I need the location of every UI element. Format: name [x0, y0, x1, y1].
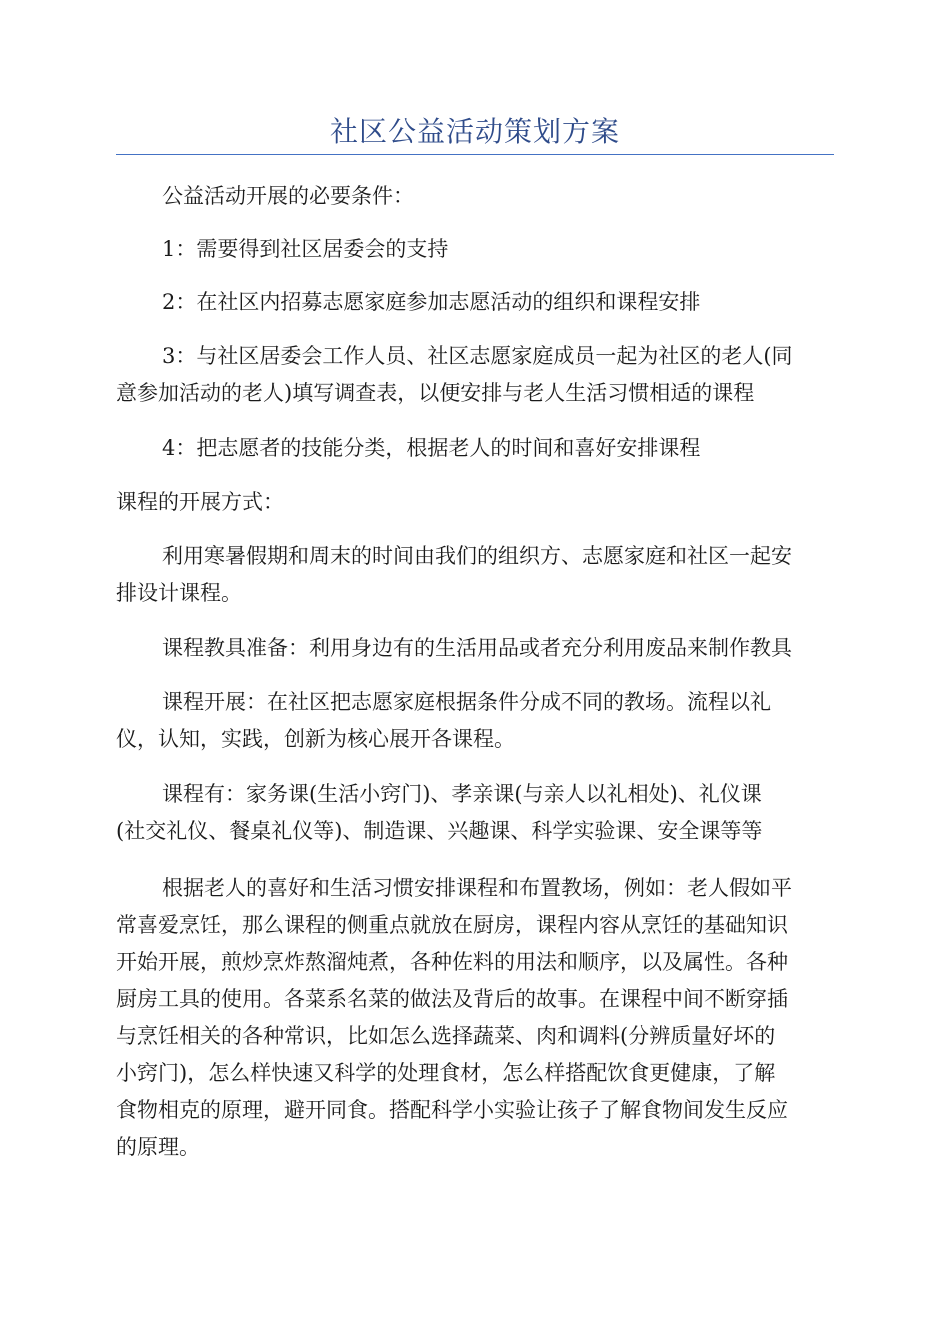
text-line: 利用寒暑假期和周末的时间由我们的组织方、志愿家庭和社区一起安	[162, 544, 792, 568]
paragraph-conditions-heading	[116, 178, 834, 215]
text-line: 仪，认知，实践，创新为核心展开各课程。	[116, 727, 515, 751]
text-line: 排设计课程。	[116, 581, 242, 605]
text-line: 课程开展：在社区把志愿家庭根据条件分成不同的教场。流程以礼	[162, 690, 771, 714]
text-line: 2：在社区内招募志愿家庭参加志愿活动的组织和课程安排	[162, 290, 701, 314]
text-line: 与烹饪相关的各种常识，比如怎么选择蔬菜、肉和调料(分辨质量好坏的	[116, 1024, 776, 1048]
text-line: 4：把志愿者的技能分类，根据老人的时间和喜好安排课程	[162, 436, 701, 460]
paragraph-teaching-aids	[116, 630, 834, 667]
paragraph-condition-1	[116, 231, 834, 268]
paragraph-course-list	[116, 776, 834, 850]
text-line: 3：与社区居委会工作人员、社区志愿家庭成员一起为社区的老人(同	[162, 344, 793, 368]
text-line: 意参加活动的老人)填写调查表，以便安排与老人生活习惯相适的课程	[116, 381, 755, 405]
title-underline	[116, 154, 834, 155]
paragraph-condition-2	[116, 284, 834, 321]
text-line: 开始开展，煎炒烹炸熬溜炖煮，各种佐料的用法和顺序，以及属性。各种	[116, 950, 788, 974]
paragraph-condition-3	[116, 338, 834, 412]
text-line: 根据老人的喜好和生活习惯安排课程和布置教场，例如：老人假如平	[162, 876, 792, 900]
paragraph-course-schedule	[116, 538, 834, 612]
text-line: 公益活动开展的必要条件：	[162, 184, 414, 208]
text-line: (社交礼仪、餐桌礼仪等)、制造课、兴趣课、科学实验课、安全课等等	[116, 819, 763, 843]
text-line: 课程的开展方式：	[116, 490, 284, 514]
text-line: 课程教具准备：利用身边有的生活用品或者充分利用废品来制作教具	[162, 636, 792, 660]
text-line: 厨房工具的使用。各菜系名菜的做法及背后的故事。在课程中间不断穿插	[116, 987, 788, 1011]
text-line: 食物相克的原理，避开同食。搭配科学小实验让孩子了解食物间发生反应	[116, 1098, 788, 1122]
paragraph-cooking-example	[116, 870, 834, 1166]
text-line: 常喜爱烹饪，那么课程的侧重点就放在厨房，课程内容从烹饪的基础知识	[116, 913, 788, 937]
text-line: 课程有：家务课(生活小窍门)、孝亲课(与亲人以礼相处)、礼仪课	[162, 782, 762, 806]
paragraph-condition-4	[116, 430, 834, 467]
text-line: 1：需要得到社区居委会的支持	[162, 237, 449, 261]
paragraph-course-method-heading	[116, 484, 834, 521]
page-title: 社区公益活动策划方案	[329, 115, 620, 148]
paragraph-course-development	[116, 684, 834, 758]
text-line: 小窍门)，怎么样快速又科学的处理食材，怎么样搭配饮食更健康，了解	[116, 1061, 776, 1085]
text-line: 的原理。	[116, 1135, 200, 1159]
